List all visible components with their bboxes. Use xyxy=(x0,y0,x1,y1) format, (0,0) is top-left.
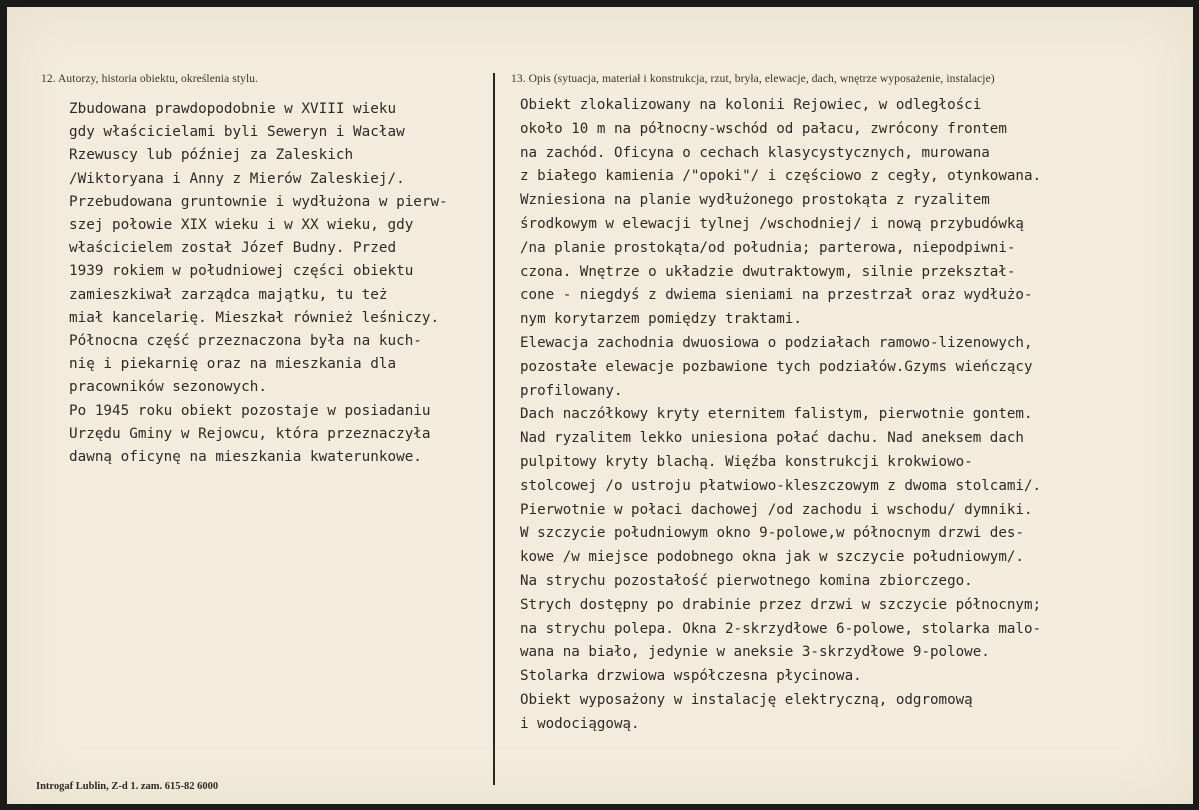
text-line: Przebudowana gruntownie i wydłużona w pierw- xyxy=(69,193,448,210)
text-line: środkowym w elewacji tylnej /wschodniej/ i nową przybudówką xyxy=(520,215,1024,232)
text-line: szej połowie XIX wieku i w XX wieku, gdy xyxy=(69,217,414,234)
text-line: Pierwotnie w połaci dachowej /od zachodu i wschodu/ dymniki. xyxy=(520,501,1033,518)
text-line: gdy właścicielami byli Seweryn i Wacław xyxy=(69,124,405,141)
text-line: Na strychu pozostałość pierwotnego komina zbiorczego. xyxy=(520,572,973,589)
printer-footer: Introgaf Lublin, Z-d 1. zam. 615-82 6000 xyxy=(36,781,219,792)
text-line: nym korytarzem pomiędzy traktami. xyxy=(520,311,802,328)
text-line: Wzniesiona na planie wydłużonego prostokąta z ryzalitem xyxy=(520,192,990,209)
text-line: 1939 rokiem w południowej części obiektu xyxy=(69,263,414,280)
column-divider xyxy=(493,73,495,785)
text-line: pulpitowy kryty blachą. Więźba konstrukcji krokwiowo- xyxy=(520,453,973,470)
text-line: dawną oficynę na mieszkania kwaterunkowe. xyxy=(69,449,422,466)
text-line: Po 1945 roku obiekt pozostaje w posiadaniu xyxy=(69,402,431,419)
text-line: Obiekt wyposażony w instalację elektryczną, odgromową xyxy=(520,691,973,708)
text-line: Stolarka drzwiowa współczesna płycinowa. xyxy=(520,668,862,685)
text-line: Północna część przeznaczona była na kuch- xyxy=(69,333,422,350)
text-line: Dach naczółkowy kryty eternitem falistym, pierwotnie gontem. xyxy=(520,406,1033,423)
text-line: /Wiktoryana i Anny z Mierów Zaleskiej/. xyxy=(69,170,405,187)
text-line: Strych dostępny po drabinie przez drzwi w szczycie północnym; xyxy=(520,596,1042,613)
text-line: zamieszkiwał zarządca majątku, tu też xyxy=(69,286,388,303)
text-line: nię i piekarnię oraz na mieszkania dla xyxy=(69,356,397,373)
text-line: /na planie prostokąta/od południa; parterowa, niepodpiwni- xyxy=(520,239,1016,256)
text-line: profilowany. xyxy=(520,382,623,399)
text-line: wana na biało, jedynie w aneksie 3-skrzydłowe 9-polowe. xyxy=(520,644,990,661)
text-line: na strychu polepa. Okna 2-skrzydłowe 6-polowe, stolarka malo- xyxy=(520,620,1042,637)
text-line: Rzewuscy lub później za Zaleskich xyxy=(69,147,354,164)
text-line: Urzędu Gminy w Rejowcu, która przeznaczyła xyxy=(69,425,431,442)
text-line: stolcowej /o ustroju płatwiowo-kleszczowym z dwoma stolcami/. xyxy=(520,477,1042,494)
text-line: cone - niegdyś z dwiema sieniami na przestrzał oraz wydłużo- xyxy=(520,287,1033,304)
text-line: Elewacja zachodnia dwuosiowa o podziałach ramowo-lizenowych, xyxy=(520,334,1033,351)
record-card xyxy=(7,7,1193,804)
section-13-header: 13. Opis (sytuacja, materiał i konstrukcja, rzut, bryła, elewacje, dach, wnętrze wyposażenie, instalacje) xyxy=(511,73,995,85)
text-line: czona. Wnętrze o układzie dwutraktowym, silnie przekształ- xyxy=(520,263,1016,280)
text-line: pracowników sezonowych. xyxy=(69,379,267,396)
text-line: kowe /w miejsce podobnego okna jak w szczycie południowym/. xyxy=(520,549,1024,566)
description-text xyxy=(520,94,1041,737)
text-line: miał kancelarię. Mieszkał również leśniczy. xyxy=(69,309,440,326)
text-line: W szczycie południowym okno 9-polowe,w północnym drzwi des- xyxy=(520,525,1024,542)
text-line: pozostałe elewacje pozbawione tych podziałów.Gzyms wieńczący xyxy=(520,358,1033,375)
text-line: z białego kamienia /"opoki"/ i częściowo z cegły, otynkowana. xyxy=(520,168,1042,185)
text-line: Zbudowana prawdopodobnie w XVIII wieku xyxy=(69,101,397,117)
history-text xyxy=(69,98,448,469)
section-12-header: 12. Autorzy, historia obiektu, określenia stylu. xyxy=(41,73,259,85)
text-line: właścicielem został Józef Budny. Przed xyxy=(69,240,397,257)
text-line: około 10 m na północny-wschód od pałacu, zwrócony frontem xyxy=(520,120,1007,137)
text-line: Obiekt zlokalizowany na kolonii Rejowiec, w odległości xyxy=(520,97,982,113)
text-line: na zachód. Oficyna o cechach klasycystycznych, murowana xyxy=(520,144,990,161)
text-line: i wodociągową. xyxy=(520,715,640,732)
text-line: Nad ryzalitem lekko uniesiona połać dachu. Nad aneksem dach xyxy=(520,430,1024,447)
